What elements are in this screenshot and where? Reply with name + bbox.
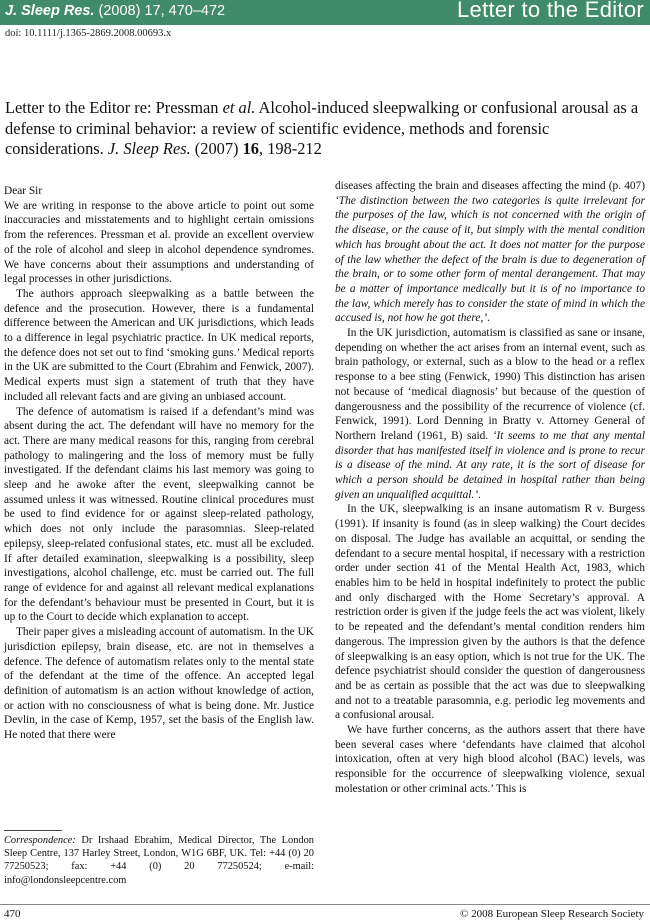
right-paragraph-2 [335, 326, 645, 502]
copyright-notice: © 2008 European Sleep Research Society [460, 908, 644, 920]
doi: doi: 10.1111/j.1365-2869.2008.00693.x [5, 28, 172, 39]
journal-header-bar [0, 0, 650, 25]
right-p2-quote: ‘It seems to me that any mental disorder that has manifested itself in violence and is prone to recur is a disease of the mind. At any rate, it is the sort of disease for which a person should be detained in hospital rather than being given an unqualified acquittal.’ [335, 429, 645, 501]
right-p2-end: . [478, 488, 481, 501]
right-p1-end: . [487, 312, 490, 325]
title-year: (2007) [190, 139, 243, 158]
right-paragraph-3: In the UK, sleepwalking is an insane automatism R v. Burgess (1991). If insanity is found (as in sleep walking) the Court decides on disposal. The Judge has available an acquittal, or sending the defendant to a secure mental hospital, if necessary with a restriction order under section 41 of the Mental Health Act, 1983, which enables him to be held in hospital indefinitely to protect the public and only discharged with the Home Secretary’s approval. A restriction order is given if the judge feels the act was violent, likely to be repeated and the defendant’s mental condition renders him dangerous. The impression given by the authors is that the defence of sleepwalking is an easy option, which is not true for the UK. The defence psychiatrist should consider the question of dangerousness and be as certain as possible that the act was due to sleepwalking and not to a treatable parasomnia, e.g. periodic leg movements and a confusional arousal. [335, 503, 645, 722]
left-paragraph-2: The authors approach sleepwalking as a battle between the defence and the prosecution. However, there is a fundamental difference between the American and UK jurisdictions, which leads to a difference in legal psychiatric practice. In UK medical reports, the defence does not set out to find ‘smoking guns.’ Medical reports in the UK are submitted to the Court (Ebrahim and Fenwick, 2007). Medical experts must sign a statement of truth that they have included all relevant facts and are giving an unbiased account. [4, 287, 314, 403]
left-paragraph-4: Their paper gives a misleading account of automatism. In the UK jurisdiction epilepsy, brain disease, etc. are not in themselves a defence. The defence of automatism relates only to the mental state of the defendant at the time of the offence. An accepted legal definition of automatism is an action without knowledge of action, or action with no consciousness of what is being done. Mr. Justice Devlin, in the case of Kemp, 1957, set the basis of the English law. He noted that there were [4, 626, 314, 742]
title-etal: et al. [222, 98, 256, 117]
left-paragraph-1: We are writing in response to the above article to point out some inaccuracies and misstatements and to highlight certain omissions from the references. Pressman et al. provide an excellent overview of the role of alcohol and sleep in alcohol dependence syndromes. We have concerns about their assumptions and understanding of legal processes in other jurisdictions. [4, 199, 314, 286]
journal-citation [5, 3, 225, 19]
title-volume: 16 [242, 139, 259, 158]
right-p1-quote: ‘The distinction between the two categories is quite irrelevant for the purposes of the law, which is not concerned with the origin of the disease, or the cause of it, but simply with the mental condition which has brought about the act. It does not matter for the purpose of the law whether the defect of the brain is due to degeneration of the brain, or to some other form of mental derangement. That may be a matter of importance medically but it is of no importance to the law, which merely has to consider the state of mind in which the accused is, not how he got there,’ [335, 194, 645, 325]
journal-volume-pages: (2008) 17, 470–472 [98, 3, 226, 19]
footer-divider [0, 904, 650, 905]
correspondence-note [4, 834, 314, 887]
correspondence-divider [4, 830, 62, 831]
title-pages: , 198-212 [259, 139, 322, 158]
title-rest: Alcohol-induced sleepwalking or confusional arousal as a defense to criminal behavior: a review of scientific evidence, methods and forensic considerations. [5, 98, 639, 158]
left-column [4, 184, 314, 743]
journal-name: J. Sleep Res. [5, 3, 95, 19]
right-column [335, 179, 645, 797]
correspondence-text: Dr Irshaad Ebrahim, Medical Director, The London Sleep Centre, 137 Harley Street, London, W1G 6BF, UK. Tel: +44 (0) 20 77250523; fax: +44 (0) 20 77250524; e-mail: info@londonsleepcentre.com [4, 835, 314, 886]
article-title [5, 98, 645, 160]
right-p1-text: diseases affecting the brain and diseases affecting the mind (p. 407) [335, 180, 645, 192]
correspondence-label: Correspondence: [4, 835, 76, 846]
left-paragraph-3: The defence of automatism is raised if a defendant’s mind was absent during the act. The defendant will have no memory for the act. There are many medical reasons for this, ranging from cerebral pathology to malingering and the loss of memory must be fully investigated. If the defendant claims his last memory was going to sleep and he awoke after the event, sleepwalking cannot be assumed unless it was witnessed. Routine clinical procedures must be used to find evidence for or against sleep-related pathology, which does not only include the parasomnias. Sleep-related epilepsy, sleep-related confusional states, etc. must all be excluded. If after detailed examination, sleepwalking is a possibility, sleep investigations, alcohol challenge, etc. must be carried out. The full range of evidence for and against all relevant medical explanations for the defendant’s behaviour must be presented in Court, but it is up to the Court to decide which explanation to accept. [4, 405, 314, 624]
right-p2-text: In the UK jurisdiction, automatism is classified as sane or insane, depending on whether the act arises from an internal event, such as brain pathology, or external, such as a blow to the head or a reflex response to a bee sting (Fenwick, 1990) This distinction has arisen not because of ‘medical diagnosis’ but because of the question of dangerousness and the possibility of the recurrence of violence (cf. Fenwick, 1991). Lord Denning in Bratty v. Attorney General of Northern Ireland (1961, B) said. [335, 327, 645, 442]
section-label: Letter to the Editor [457, 0, 644, 22]
page-number: 470 [4, 908, 21, 920]
title-journal: J. Sleep Res. [107, 139, 191, 158]
salutation: Dear Sir [4, 185, 43, 197]
title-prefix: Letter to the Editor re: Pressman [5, 98, 223, 117]
right-paragraph-4: We have further concerns, as the authors assert that there have been several cases where ‘defendants have claimed that alcohol intoxication, often at very high blood alcohol (BAC) levels, was responsible for the occurrence of sleepwalking violence, sexual molestation or other criminal acts.’ This is [335, 724, 645, 795]
right-paragraph-1 [335, 179, 645, 326]
